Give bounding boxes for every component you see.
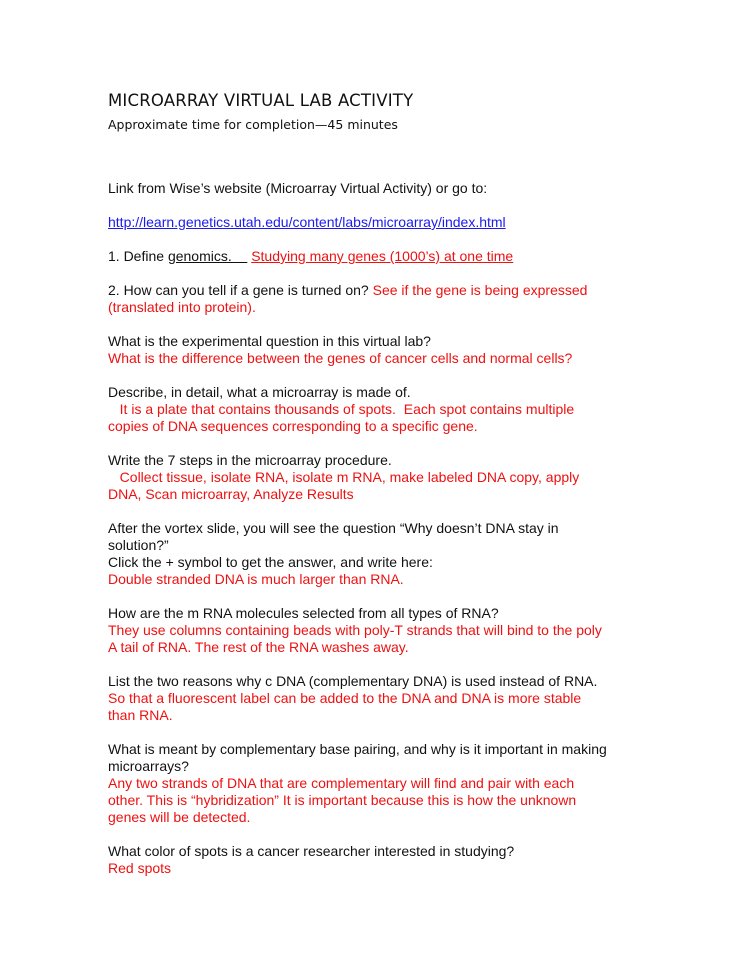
- q8-answer-line2: than RNA.: [108, 707, 173, 723]
- q6-question-line1: After the vortex slide, you will see the question “Why doesn’t DNA stay in: [108, 520, 559, 536]
- q5-question: Write the 7 steps in the microarray procedure.: [108, 452, 392, 468]
- q7-answer-line1: They use columns containing beads with poly-T strands that will bind to the poly: [108, 622, 602, 638]
- q4-answer-line2: copies of DNA sequences corresponding to a specific gene.: [108, 418, 478, 434]
- page-subtitle: Approximate time for completion—45 minutes: [108, 117, 398, 132]
- q2-question: 2. How can you tell if a gene is turned on?: [108, 282, 373, 298]
- q3-answer: What is the difference between the genes of cancer cells and normal cells?: [108, 350, 573, 366]
- q1-line: [108, 248, 513, 265]
- lab-link[interactable]: http://learn.genetics.utah.edu/content/labs/microarray/index.html: [108, 214, 506, 230]
- q9-question-line1: What is meant by complementary base pairing, and why is it important in making: [108, 741, 607, 757]
- q7-answer-line2: A tail of RNA. The rest of the RNA washes away.: [108, 639, 409, 655]
- page-title: MICROARRAY VIRTUAL LAB ACTIVITY: [108, 91, 414, 110]
- q2-answer-line1: See if the gene is being expressed: [372, 282, 588, 298]
- q3-question: What is the experimental question in this virtual lab?: [108, 333, 431, 349]
- q2-line: [108, 282, 587, 299]
- q6-question-line3: Click the + symbol to get the answer, and write here:: [108, 554, 433, 570]
- q4-question: Describe, in detail, what a microarray is made of.: [108, 384, 411, 400]
- q5-answer-line2: DNA, Scan microarray, Analyze Results: [108, 486, 354, 502]
- q10-question: What color of spots is a cancer researcher interested in studying?: [108, 843, 515, 859]
- q9-question-line2: microarrays?: [108, 758, 189, 774]
- q2-answer-line2: (translated into protein).: [108, 299, 256, 315]
- q9-answer-line3: genes will be detected.: [108, 809, 251, 825]
- lab-link-line: [108, 214, 506, 231]
- q10-answer: Red spots: [108, 860, 172, 876]
- q7-question: How are the m RNA molecules selected from all types of RNA?: [108, 605, 499, 621]
- q8-question: List the two reasons why c DNA (complementary DNA) is used instead of RNA.: [108, 673, 598, 689]
- q1-term: genomics.: [167, 248, 248, 264]
- intro-text: Link from Wise’s website (Microarray Virtual Activity) or go to:: [108, 180, 488, 196]
- q9-answer-line1: Any two strands of DNA that are complementary will find and pair with each: [108, 775, 575, 791]
- q5-answer-line1: Collect tissue, isolate RNA, isolate m RNA, make labeled DNA copy, apply: [108, 469, 580, 485]
- q9-answer-line2: other. This is “hybridization” It is important because this is how the unknown: [108, 792, 577, 808]
- q4-answer-line1: It is a plate that contains thousands of spots. Each spot contains multiple: [108, 401, 575, 417]
- q6-answer: Double stranded DNA is much larger than RNA.: [108, 571, 404, 587]
- q8-answer-line1: So that a fluorescent label can be added to the DNA and DNA is more stable: [108, 690, 582, 706]
- q1-answer: Studying many genes (1000’s) at one time: [251, 248, 514, 264]
- q6-question-line2: solution?”: [108, 537, 169, 553]
- q1-prefix: 1. Define: [108, 248, 168, 264]
